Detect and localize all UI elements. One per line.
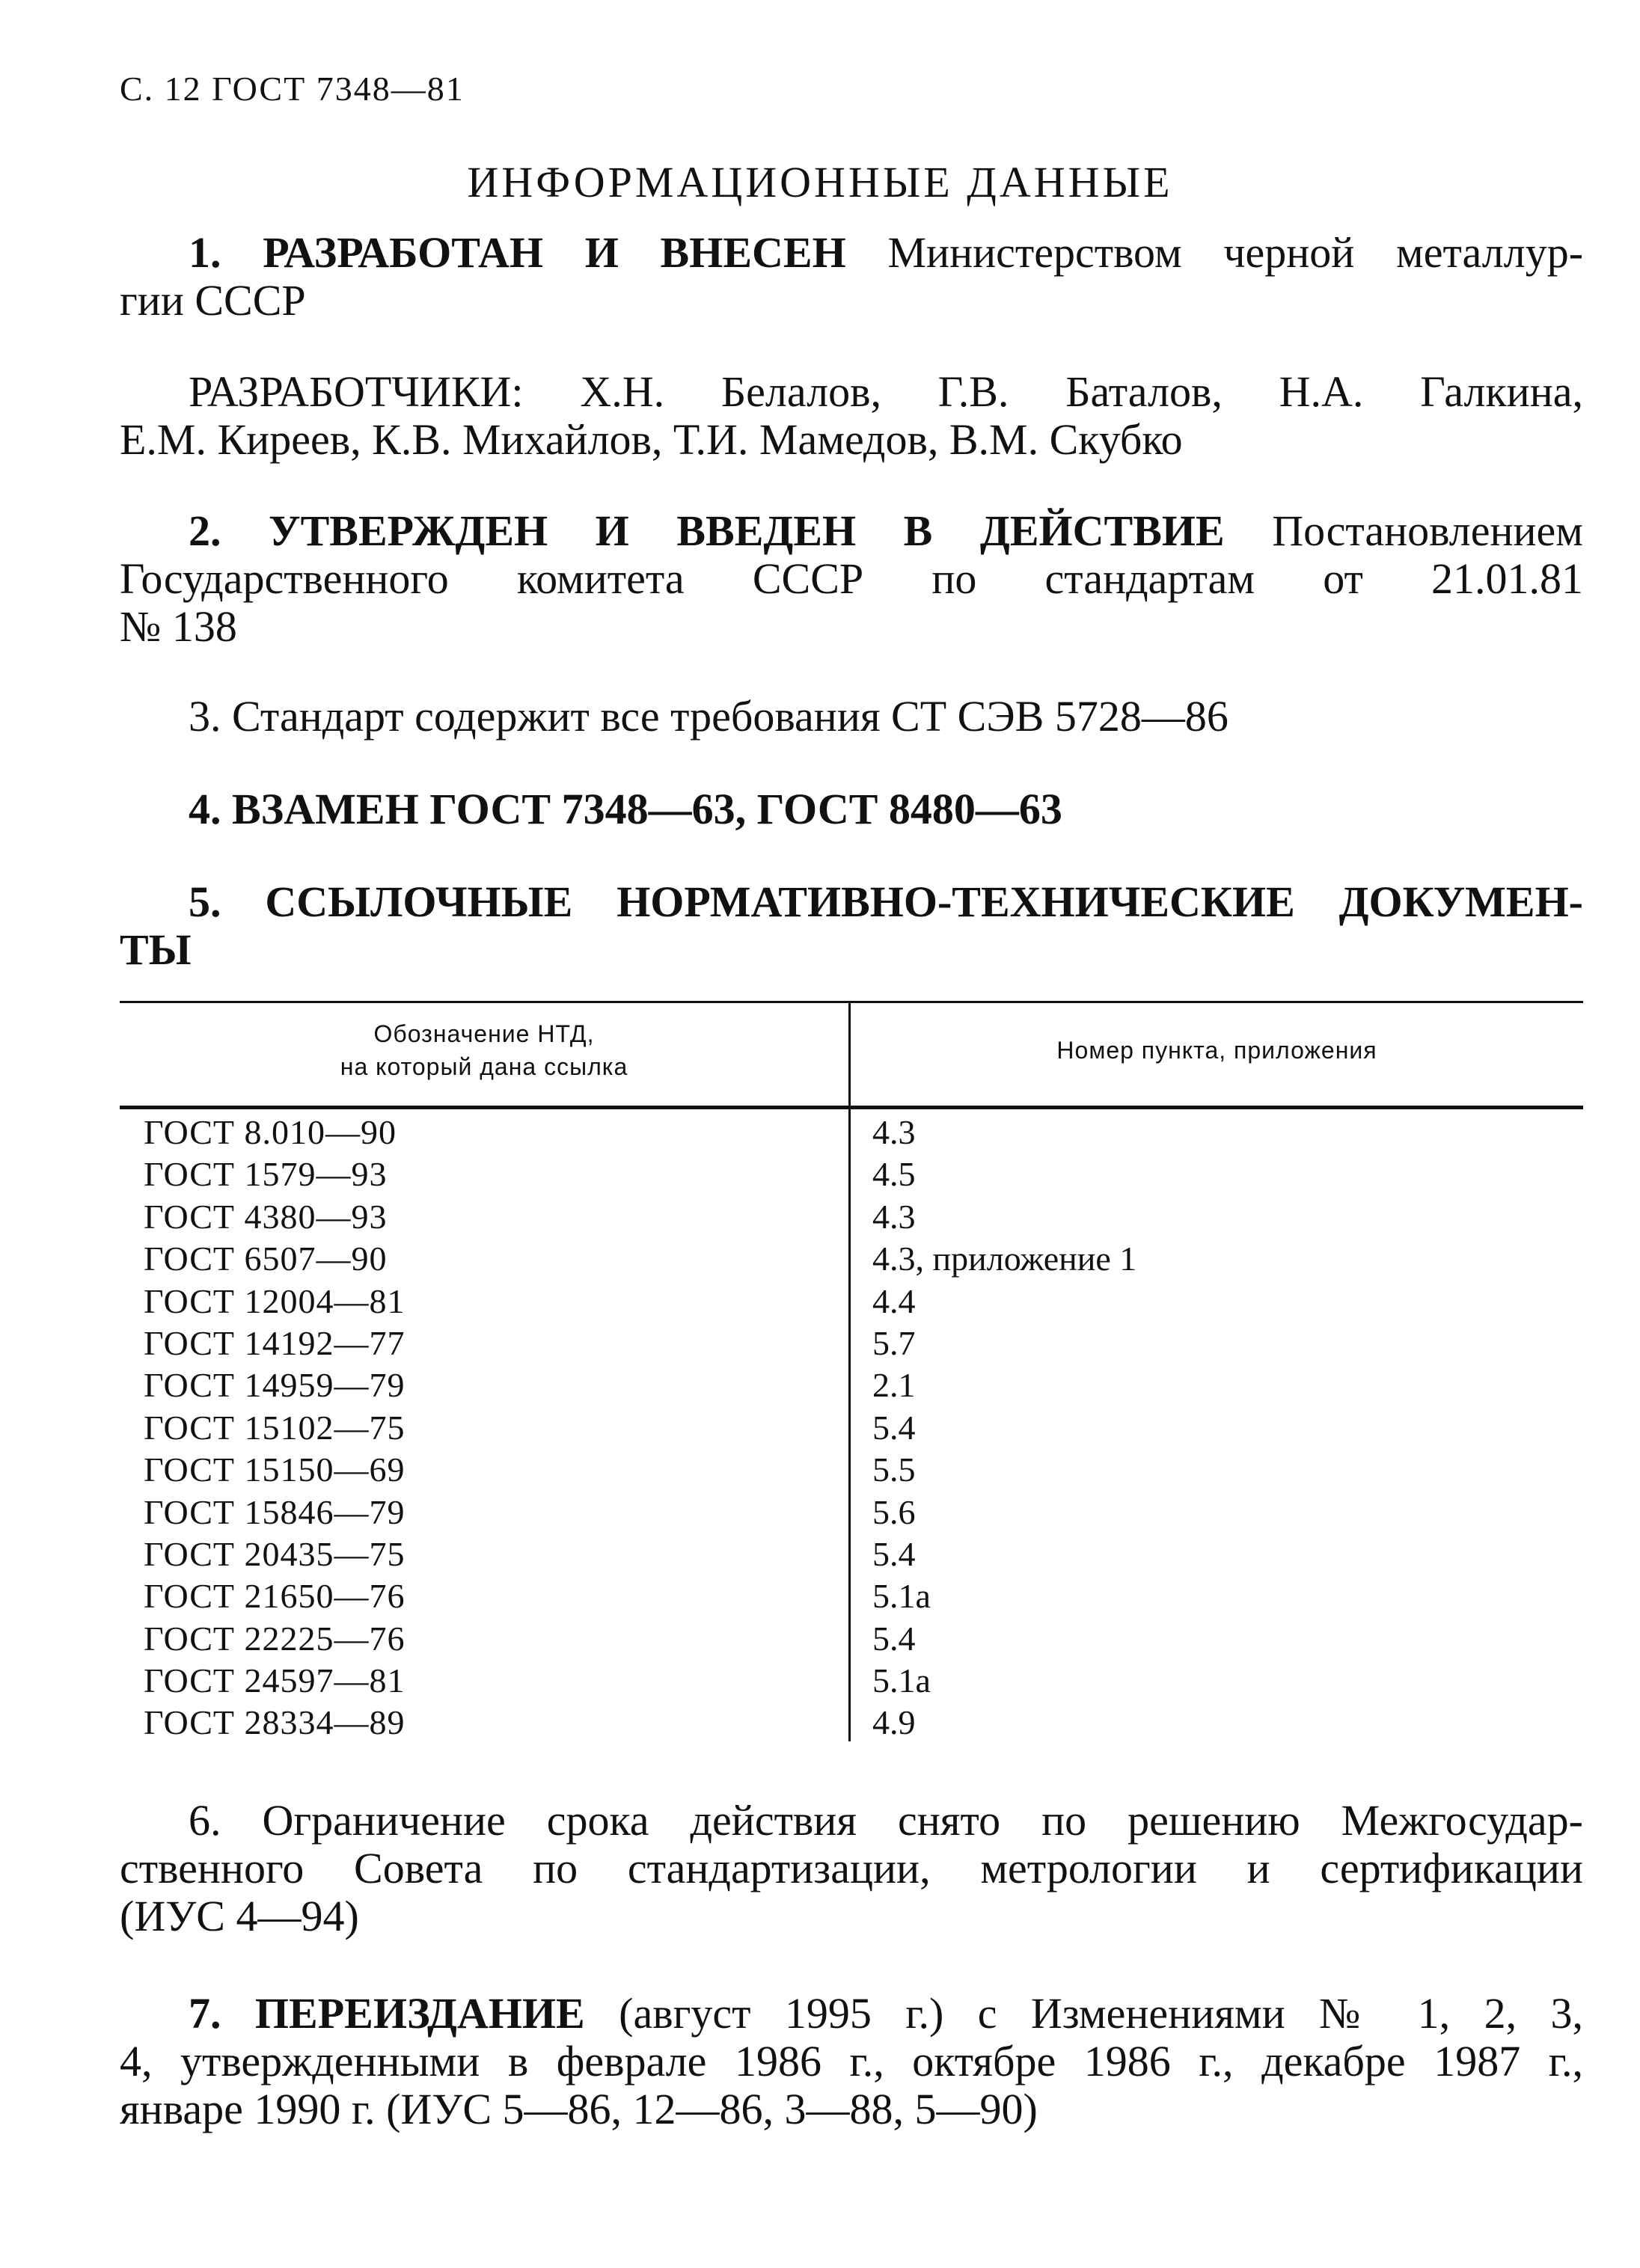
table-row xyxy=(120,1196,1583,1238)
item-7-line-1 xyxy=(120,1990,1583,2038)
table-cell-ref: 5.4 xyxy=(872,1408,916,1447)
table-cell-doc: ГОСТ 15150—69 xyxy=(144,1450,406,1489)
table-row xyxy=(120,1281,1583,1323)
developers-line-2: Е.М. Киреев, К.В. Михайлов, Т.И. Мамедов, В.М. Скубко xyxy=(120,415,1183,464)
table-row xyxy=(120,1323,1583,1364)
table-row xyxy=(120,1112,1583,1153)
item-7-line-1-rest: (август 1995 г.) с Изменениями № 1, 2, 3, xyxy=(619,1989,1584,2038)
table-header-doc-line-1: Обозначение НТД, xyxy=(373,1020,595,1047)
table-cell-doc: ГОСТ 24597—81 xyxy=(144,1661,406,1700)
table-cell-doc: ГОСТ 21650—76 xyxy=(144,1577,406,1616)
running-head: С. 12 ГОСТ 7348—81 xyxy=(120,70,465,108)
table-header-ref: Номер пункта, приложения xyxy=(1056,1037,1377,1064)
table-header-rule xyxy=(120,1106,1583,1109)
item-5-line-1: 5. ССЫЛОЧНЫЕ НОРМАТИВНО-ТЕХНИЧЕСКИЕ ДОКУМЕН- xyxy=(189,877,1583,926)
item-5-line-2: ТЫ xyxy=(120,925,192,974)
table-cell-ref: 5.6 xyxy=(872,1492,916,1531)
table-cell-doc: ГОСТ 28334—89 xyxy=(144,1703,406,1742)
table-cell-ref: 4.3, приложение 1 xyxy=(872,1239,1137,1278)
item-3-requirements xyxy=(120,693,1583,741)
item-7-reissue xyxy=(120,1990,1583,2133)
table-cell-ref: 4.5 xyxy=(872,1155,916,1194)
table-header-doc xyxy=(120,1017,848,1083)
item-1-line-1-rest: Министерством черной металлур- xyxy=(887,228,1584,277)
table-cell-ref: 5.1а xyxy=(872,1577,931,1616)
table-cell-ref: 5.4 xyxy=(872,1619,916,1658)
item-1-developed-by xyxy=(120,229,1583,325)
table-body xyxy=(120,1112,1583,1744)
table-row xyxy=(120,1618,1583,1660)
table-cell-ref: 4.3 xyxy=(872,1113,916,1151)
table-cell-ref: 5.5 xyxy=(872,1450,916,1489)
table-cell-doc: ГОСТ 6507—90 xyxy=(144,1239,388,1278)
item-1-lead: 1. РАЗРАБОТАН И ВНЕСЕН xyxy=(189,228,846,277)
table-cell-ref: 4.3 xyxy=(872,1197,916,1236)
table-row xyxy=(120,1660,1583,1702)
reference-table xyxy=(120,1001,1583,1741)
item-6-line-1: 6. Ограничение срока действия снято по решению Межгосудар- xyxy=(189,1796,1583,1845)
item-3-text: 3. Стандарт содержит все требования СТ СЭВ 5728—86 xyxy=(189,692,1229,741)
table-row xyxy=(120,1492,1583,1533)
table-cell-ref: 4.9 xyxy=(872,1703,916,1742)
table-row xyxy=(120,1575,1583,1617)
table-row xyxy=(120,1407,1583,1449)
table-cell-doc: ГОСТ 15846—79 xyxy=(144,1492,406,1531)
item-2-line-2: Государственного комитета СССР по стандартам от 21.01.81 xyxy=(120,554,1583,603)
item-2-line-1-rest: Постановлением xyxy=(1272,506,1583,555)
table-cell-ref: 4.4 xyxy=(872,1281,916,1320)
item-7-line-2: 4, утвержденными в феврале 1986 г., октябре 1986 г., декабре 1987 г., xyxy=(120,2037,1583,2085)
item-6-line-2: ственного Совета по стандартизации, метрологии и сертификации xyxy=(120,1844,1583,1892)
table-row xyxy=(120,1364,1583,1406)
table-cell-doc: ГОСТ 20435—75 xyxy=(144,1534,406,1573)
table-top-rule xyxy=(120,1001,1583,1003)
table-header-doc-line-2: на который дана ссылка xyxy=(340,1053,628,1080)
table-cell-doc: ГОСТ 8.010—90 xyxy=(144,1113,397,1151)
table-cell-doc: ГОСТ 14959—79 xyxy=(144,1366,406,1405)
table-cell-doc: ГОСТ 14192—77 xyxy=(144,1323,406,1362)
table-cell-ref: 5.7 xyxy=(872,1323,916,1362)
item-4-replaces xyxy=(120,785,1583,833)
developers-list xyxy=(120,368,1583,464)
table-cell-doc: ГОСТ 12004—81 xyxy=(144,1281,406,1320)
item-7-line-3: январе 1990 г. (ИУС 5—86, 12—86, 3—88, 5—90) xyxy=(120,2085,1038,2133)
item-6-validity xyxy=(120,1797,1583,1940)
table-row xyxy=(120,1238,1583,1280)
item-1-line-2: гии СССР xyxy=(120,276,306,325)
table-cell-doc: ГОСТ 1579—93 xyxy=(144,1155,388,1194)
table-cell-ref: 5.1а xyxy=(872,1661,931,1700)
item-2-approved xyxy=(120,507,1583,651)
table-cell-doc: ГОСТ 15102—75 xyxy=(144,1408,406,1447)
developers-line-1: РАЗРАБОТЧИКИ: Х.Н. Белалов, Г.В. Баталов, Н.А. Галкина, xyxy=(189,367,1583,416)
item-5-references xyxy=(120,878,1583,974)
table-row xyxy=(120,1449,1583,1491)
item-2-lead: 2. УТВЕРЖДЕН И ВВЕДЕН В ДЕЙСТВИЕ xyxy=(189,506,1225,555)
table-cell-doc: ГОСТ 22225—76 xyxy=(144,1619,406,1658)
table-row xyxy=(120,1533,1583,1575)
item-2-line-3: № 138 xyxy=(120,602,237,651)
table-row xyxy=(120,1153,1583,1195)
table-cell-doc: ГОСТ 4380—93 xyxy=(144,1197,388,1236)
item-2-line-1 xyxy=(120,507,1583,555)
item-1-line-1 xyxy=(120,229,1583,277)
item-6-line-3: (ИУС 4—94) xyxy=(120,1892,359,1940)
item-7-lead: 7. ПЕРЕИЗДАНИЕ xyxy=(189,1989,585,2038)
table-cell-ref: 2.1 xyxy=(872,1366,916,1405)
table-row xyxy=(120,1702,1583,1744)
table-cell-ref: 5.4 xyxy=(872,1534,916,1573)
page-title: ИНФОРМАЦИОННЫЕ ДАННЫЕ xyxy=(467,158,1173,206)
item-4-text: 4. ВЗАМЕН ГОСТ 7348—63, ГОСТ 8480—63 xyxy=(189,785,1062,833)
